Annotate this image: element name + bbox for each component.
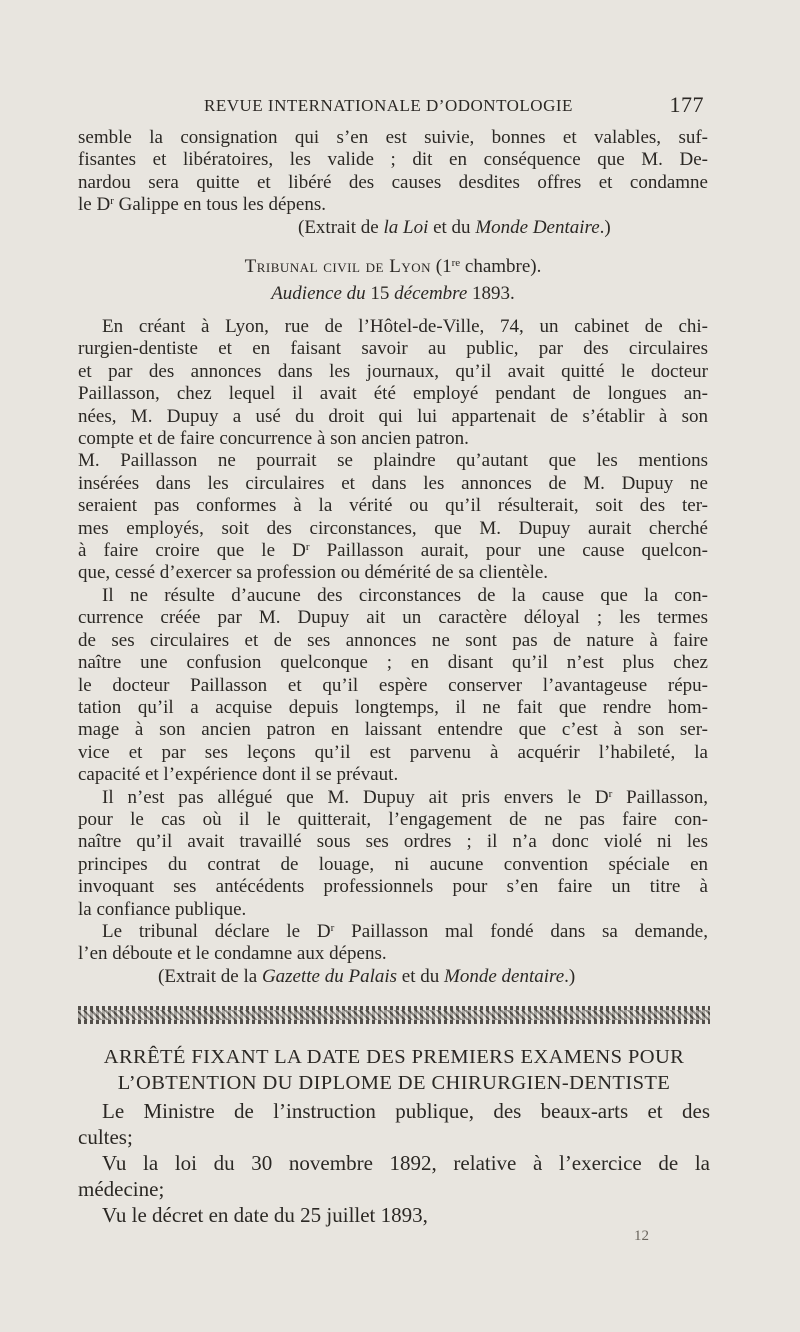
- source-citation: (Extrait de la Gazette du Palais et du Monde dentaire.): [158, 965, 576, 987]
- text-line: insérées dans les circulaires et dans les annonces de M. Dupuy ne: [78, 472, 708, 494]
- text-line: rurgien-dentiste et en faisant savoir au public, par des circulaires: [78, 338, 708, 360]
- judgment-body: [78, 316, 708, 988]
- audience-date: Audience du 15 décembre 1893.: [271, 283, 515, 304]
- text-line: l’en déboute et le condamne aux dépens.: [78, 943, 387, 965]
- text-line: Il ne résulte d’aucune des circonstances de la cause que la con-: [102, 584, 708, 606]
- text-line: M. Paillasson ne pourrait se plaindre qu’autant que les mentions: [78, 450, 708, 472]
- ornament-pattern: [78, 1010, 710, 1020]
- ornamental-divider: [78, 1006, 710, 1024]
- text-line: semble la consignation qui s’en est suivie, bonnes et valables, suf-: [78, 127, 708, 148]
- text-line: et par des annonces dans les journaux, qu’il avait quitté le docteur: [78, 360, 708, 382]
- text-line: compte et de faire concurrence à son ancien patron.: [78, 428, 469, 450]
- running-header: [204, 92, 704, 117]
- text-line: vice et par ses leçons qu’il est parvenu à acquérir l’habileté, la: [78, 741, 708, 763]
- page-number: 177: [669, 92, 704, 117]
- text-line: Paillasson, chez lequel il avait été employé pendant de longues an-: [78, 383, 708, 405]
- decree-body: [78, 1098, 710, 1228]
- text-line: tation qu’il a acquise depuis longtemps, il ne fait que rendre hom-: [78, 696, 708, 718]
- decree-title-line: ARRÊTÉ FIXANT LA DATE DES PREMIERS EXAMENS POUR: [103, 1046, 685, 1068]
- decree-title: [78, 1044, 710, 1096]
- text-line: Il n’est pas allégué que M. Dupuy ait pris envers le $D^r$ Paillasson,: [102, 786, 708, 808]
- text-line: Vu le décret en date du 25 juillet 1893,: [102, 1203, 428, 1227]
- text-line: le $D^r$ Galippe en tous les dépens.: [78, 194, 326, 216]
- text-line: fisantes et libératoires, les valide ; dit en conséquence que M. De-: [78, 149, 708, 171]
- text-line: Vu la loi du 30 novembre 1892, relative à l’exercice de la: [102, 1151, 710, 1175]
- text-line: de ses circulaires et de ses annonces ne sont pas de nature à faire: [78, 629, 708, 651]
- text-line: Le tribunal déclare le $D^r$ Paillasson mal fondé dans sa demande,: [102, 920, 708, 942]
- text-line: En créant à Lyon, rue de l’Hôtel-de-Ville, 74, un cabinet de chi-: [102, 316, 708, 337]
- text-line: nardou sera quitte et libéré des causes desdites offres et condamne: [78, 171, 708, 193]
- text-line: le docteur Paillasson et qu’il espère conserver l’avantageuse répu-: [78, 674, 708, 696]
- text-line: à faire croire que le $D^r$ Paillasson aurait, pour une cause quelcon-: [78, 540, 708, 562]
- text-line: currence créée par M. Dupuy ait un caractère déloyal ; les termes: [78, 607, 708, 629]
- text-line: médecine;: [78, 1177, 165, 1201]
- text-line: capacité et l’expérience dont il se prévaut.: [78, 764, 399, 786]
- text-line: mage à son ancien patron en laissant entendre que c’est à son ser-: [78, 719, 708, 741]
- text-line: naître qu’il avait travaillé sous ses ordres ; il n’a donc violé ni les: [78, 831, 708, 853]
- text-line: mes employés, soit des circonstances, que M. Dupuy aurait cherché: [78, 517, 708, 539]
- tribunal-heading: Tribunal civil de Lyon (1re chambre).: [244, 256, 542, 277]
- decree-title-line: L’OBTENTION DU DIPLOME DE CHIRURGIEN-DENTISTE: [117, 1072, 671, 1094]
- journal-title: REVUE INTERNATIONALE D’ODONTOLOGIE: [204, 96, 573, 115]
- signature-mark: 12: [634, 1228, 649, 1244]
- text-line: cultes;: [78, 1125, 133, 1149]
- text-line: Le Ministre de l’instruction publique, des beaux-arts et des: [102, 1099, 710, 1123]
- text-line: invoquant ses antécédents professionnels pour s’en faire un titre à: [78, 876, 708, 898]
- tribunal-name: Tribunal civil de Lyon: [244, 256, 432, 277]
- opening-paragraph: [78, 127, 708, 239]
- text-line: principes du contrat de louage, ni aucune convention spéciale en: [78, 853, 708, 875]
- text-line: pour le cas où il le quitterait, l’engagement de ne pas faire con-: [78, 808, 708, 830]
- source-citation: (Extrait de la Loi et du Monde Dentaire.): [298, 216, 611, 238]
- text-line: la confiance publique.: [78, 898, 247, 920]
- text-line: nées, M. Dupuy a usé du droit qui lui appartenait de s’établir à son: [78, 405, 708, 427]
- text-line: naître une confusion quelconque ; en disant qu’il n’est plus chez: [78, 652, 708, 674]
- text-line: seraient pas conformes à la vérité ou qu’il résulterait, soit des ter-: [78, 495, 708, 517]
- text-line: que, cessé d’exercer sa profession ou démérité de sa clientèle.: [78, 562, 549, 584]
